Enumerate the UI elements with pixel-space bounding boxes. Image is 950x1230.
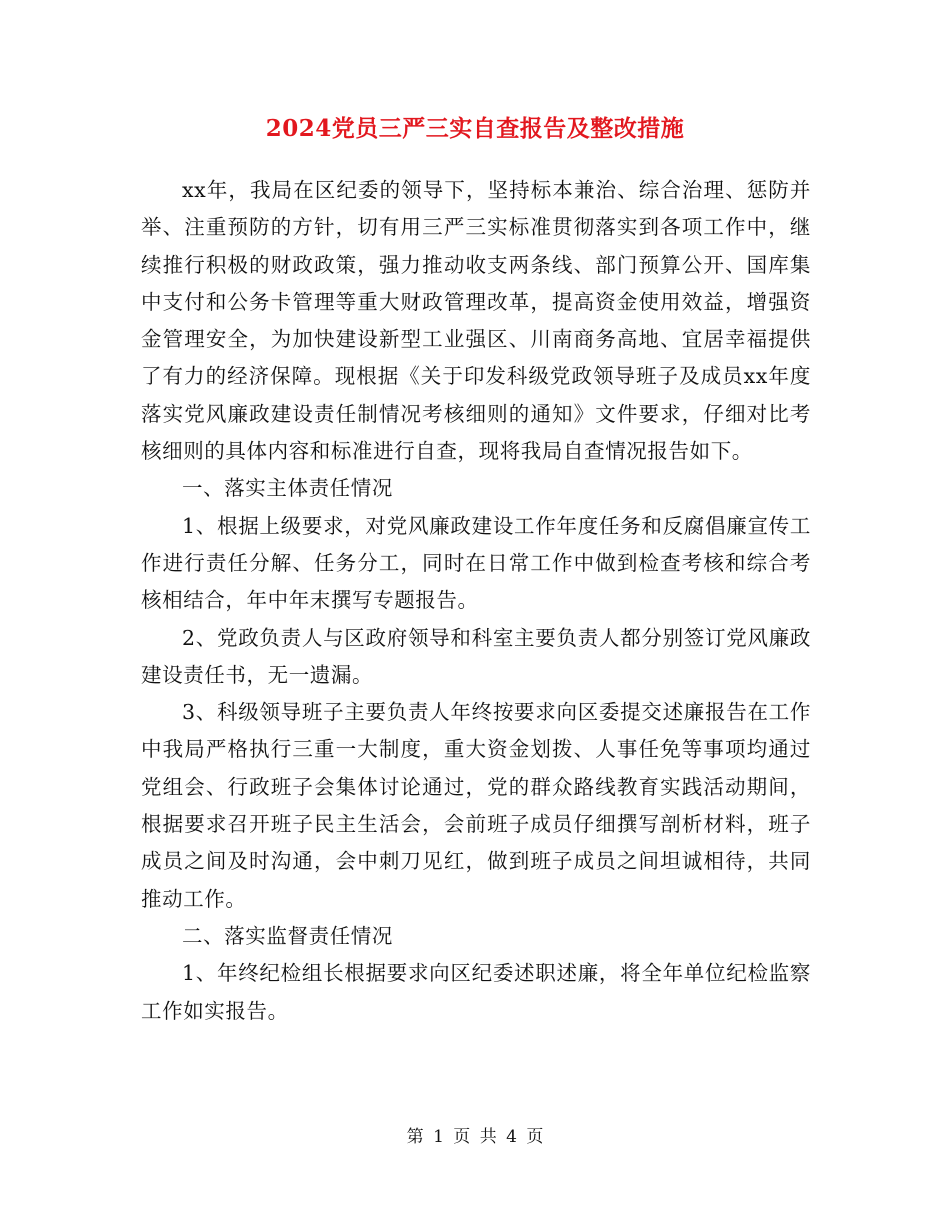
section-heading-1: 一、落实主体责任情况 (182, 476, 393, 501)
document-title: 2024党员三严三实自查报告及整改措施 (265, 115, 685, 142)
paragraph-item-2-1: 1、年终纪检组长根据要求向区纪委述职述廉，将全年单位纪检监察工作如实报告。 (141, 961, 811, 1023)
paragraph-item-1-3: 3、科级领导班子主要负责人年终按要求向区委提交述廉报告在工作中我局严格执行三重一大制度，重大资金划拨、人事任免等事项均通过党组会、行政班子会集体讨论通过，党的群众路线教育实践活动期间，根据要求召开班子民主生活会，会前班子成员仔细撰写剖析材料，班子成员之间及时沟通，会中刺刀见红，做到班子成员之间坦诚相待，共同推动工作。 (141, 700, 811, 911)
paragraph-item-1-2: 2、党政负责人与区政府领导和科室主要负责人都分别签订党风廉政建设责任书，无一遗漏。 (141, 625, 811, 687)
page-footer: 第 1 页 共 4 页 (406, 1127, 544, 1147)
paragraph-item-1-1: 1、根据上级要求，对党风廉政建设工作年度任务和反腐倡廉宣传工作进行责任分解、任务分工，同时在日常工作中做到检查考核和综合考核相结合，年中年末撰写专题报告。 (141, 513, 811, 613)
section-heading-2: 二、落实监督责任情况 (182, 923, 393, 948)
intro-paragraph: xx年，我局在区纪委的领导下，坚持标本兼治、综合治理、惩防并举、注重预防的方针，切有用三严三实标准贯彻落实到各项工作中，继续推行积极的财政政策，强力推动收支两条线、部门预算公开、国库集中支付和公务卡管理等重大财政管理改革，提高资金使用效益，增强资金管理安全，为加快建设新型工业强区、川南商务高地、宜居幸福提供了有力的经济保障。现根据《关于印发科级党政领导班子及成员xx年度落实党风廉政建设责任制情况考核细则的通知》文件要求，仔细对比考核细则的具体内容和标准进行自查，现将我局自查情况报告如下。 (141, 178, 811, 464)
document-body (141, 172, 811, 1030)
